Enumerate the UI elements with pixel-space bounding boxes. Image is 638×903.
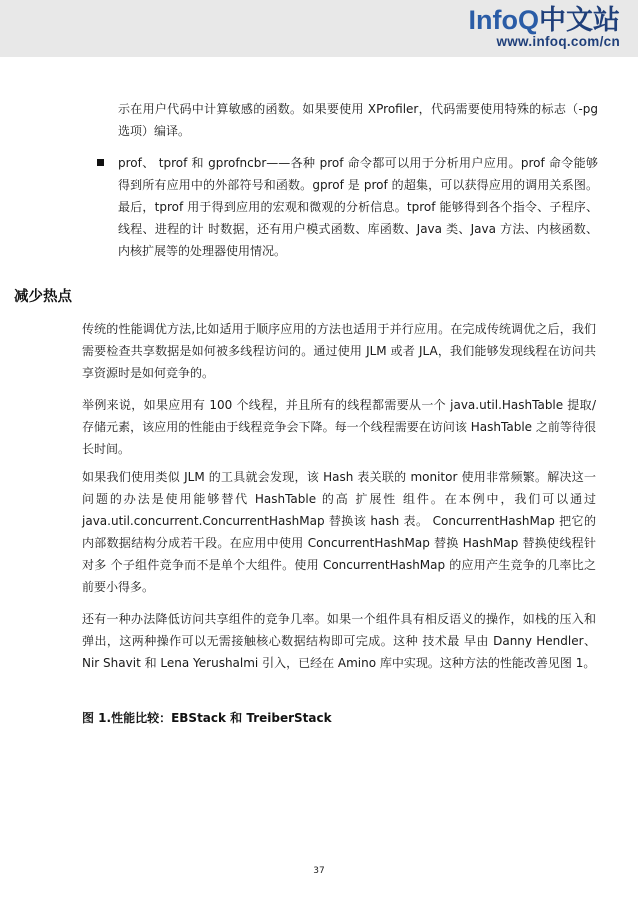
infoq-logo <box>469 6 620 49</box>
paragraph-1: 传统的性能调优方法,比如适用于顺序应用的方法也适用于并行应用。在完成传统调优之后，我们需要检查共享数据是如何被多线程访问的。通过使用 JLM 或者 JLA，我们能够发现线程在访问共享资源时是如何竞争的。 <box>82 322 596 380</box>
intro-continued-text: 示在用户代码中计算敏感的函数。如果要使用 XProfiler，代码需要使用特殊的标志（-pg 选项）编译。 <box>118 102 598 138</box>
page-header <box>0 0 638 57</box>
paragraph-4: 还有一种办法降低访问共享组件的竞争几率。如果一个组件具有相反语义的操作，如栈的压入和弹出，这两种操作可以无需接触核心数据结构即可完成。这种 技术最 早由 Danny Hendler、Nir Shavit 和 Lena Yerushalmi 引入，已经在 Amino 库中实现。这种方法的性能改善见图 1。 <box>82 612 596 670</box>
paragraph-2: 举例来说，如果应用有 100 个线程，并且所有的线程都需要从一个 java.util.HashTable 提取/存储元素，该应用的性能由于线程竞争会下降。每一个线程需要在访问该 HashTable 之前等待很长时间。 <box>82 398 596 456</box>
logo-wordmark <box>469 6 620 34</box>
page-number: 37 <box>313 866 325 876</box>
logo-infoq-text: InfoQ <box>468 5 539 35</box>
bullet-item-text: prof、 tprof 和 gprofncbr——各种 prof 命令都可以用于分析用户应用。prof 命令能够得到所有应用中的外部符号和函数。gprof 是 prof 的超集，可以获得应用的调用关系图。最后，tprof 用于得到应用的宏观和微观的分析信息。tprof 能够得到各个指令、子程序、线程、进程的计 时数据，还有用户模式函数、库函数、Java 类、Java 方法、内核函数、内核扩展等的处理器使用情况。 <box>118 156 598 258</box>
figure-caption: 图 1.性能比较：EBStack 和 TreiberStack <box>82 711 332 725</box>
section-title: 减少热点 <box>14 289 72 305</box>
logo-url: www.infoq.com/cn <box>496 34 620 49</box>
logo-cn-text: 中文站 <box>539 5 620 35</box>
bullet-square-icon <box>97 159 104 166</box>
paragraph-3: 如果我们使用类似 JLM 的工具就会发现，该 Hash 表关联的 monitor 使用非常频繁。解决这一问题的办法是使用能够替代 HashTable 的高 扩展性 组件。在本例中，我们可以通过 java.util.concurrent.ConcurrentHashMap 替换该 hash 表。 ConcurrentHashMap 把它的内部数据结构分成若干段。在应用中使用 ConcurrentHashMap 替换 HashMap 替换使线程针对多 个子组件竞争而不是单个大组件。使用 ConcurrentHashMap 的应用产生竞争的几率比之前要小得多。 <box>82 470 596 594</box>
